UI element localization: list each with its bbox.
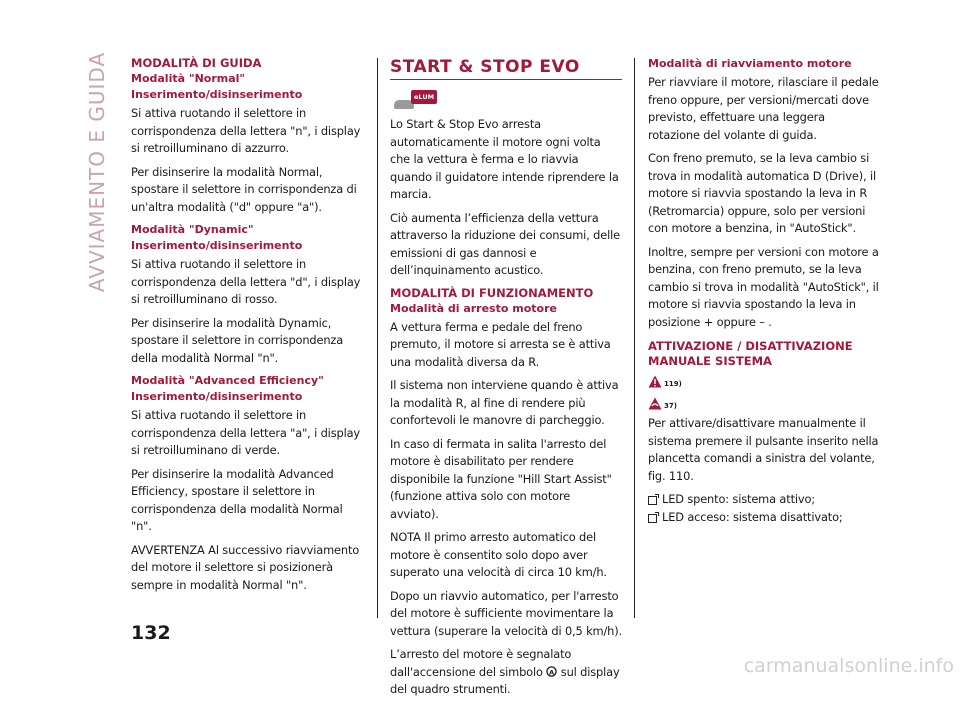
column-divider (634, 58, 635, 618)
title-rule (390, 79, 622, 80)
elum-badge (394, 90, 437, 110)
subheading-dynamic: Modalità "Dynamic" Inserimento/disinserimento (131, 223, 303, 252)
caution-triangle-icon (648, 397, 662, 410)
list-item: LED spento: sistema attivo; (648, 491, 880, 509)
subheading-normal: Modalità "Normal" Inserimento/disinserimento (131, 72, 303, 101)
paragraph: Per disinserire la modalità Advanced Efficiency, spostare il selettore in corrispondenza della modalità Normal "n". (131, 466, 343, 533)
start-stop-icon (546, 666, 557, 677)
page-number: 132 (131, 622, 171, 644)
column-3 (648, 56, 880, 526)
subheading-stop: Modalità di arresto motore (390, 301, 557, 315)
column-divider (377, 58, 378, 618)
paragraph-symbol: L’arresto del motore è segnalato dall'accensione del simbolo A sul display del quadro strumenti. (390, 647, 620, 696)
section-heading: MODALITÀ DI FUNZIONAMENTO (390, 285, 594, 300)
paragraph: Dopo un riavvio automatico, per l'arresto del motore è sufficiente movimentare la vettura (superare la velocità di 0,5 km/h). (390, 588, 623, 638)
list-item: LED acceso: sistema disattivato; (648, 509, 880, 527)
paragraph: Lo Start & Stop Evo arresta automaticamente il motore ogni volta che la vettura è ferma e lo riavvia quando il guidatore intende riprendere la marcia. (390, 117, 619, 201)
paragraph: Con freno premuto, se la leva cambio si trova in modalità automatica D (Drive), il motore si riavvia spostando la leva in R (Retromarcia) oppure, solo per versioni con motore a benzina, in "AutoStick". (648, 151, 877, 235)
note-paragraph: NOTA Il primo arresto automatico del motore è consentito solo dopo aver superato una velocità di circa 10 km/h. (390, 530, 607, 579)
section-heading: ATTIVAZIONE / DISATTIVAZIONE MANUALE SISTEMA (648, 339, 853, 368)
paragraph: In caso di fermata in salita l'arresto del motore è disabilitato per rendere disponibile la funzione "Hill Start Assist" (funzione attiva solo con motore avviato). (390, 436, 612, 521)
paragraph: Per attivare/disattivare manualmente il sistema premere il pulsante inserito nella plancetta comandi a sinistra del volante, fig. 110. (648, 416, 879, 483)
column-2 (390, 56, 622, 705)
paragraph: Si attiva ruotando il selettore in corrispondenza della lettera "d", i display si retroilluminano di rosso. (131, 257, 361, 306)
elum-tag: eLUM (411, 90, 437, 104)
paragraph: Il sistema non interviene quando è attiva la modalità R, al fine di rendere più confortevoli le manovre di parcheggio. (390, 378, 619, 427)
warning-reference: 119) (648, 371, 880, 391)
paragraph: Per riavviare il motore, rilasciare il pedale freno oppure, per versioni/mercati dove previsto, effettuare una leggera rotazione del volante di guida. (648, 75, 879, 142)
section-heading: MODALITÀ DI GUIDA (131, 56, 262, 70)
watermark: carmanualsonline.info (743, 655, 954, 677)
paragraph: A vettura ferma e pedale del freno premuto, il motore si arresta se è attiva una modalità diversa da R. (390, 319, 611, 369)
paragraph: Ciò aumenta l’efficienza della vettura attraverso la riduzione dei consumi, delle emissioni di gas dannosi e dell’inquinamento acustico. (390, 210, 620, 277)
paragraph: Per disinserire la modalità Dynamic, spostare il selettore in corrispondenza della modalità Normal "n". (131, 315, 344, 365)
subheading-advanced: Modalità "Advanced Efficiency" Inserimento/disinserimento (131, 374, 324, 403)
checkbox-bullet-icon (648, 514, 657, 523)
paragraph: Per disinserire la modalità Normal, spostare il selettore in corrispondenza di un'altra modalità ("d" oppure "a"). (131, 164, 357, 214)
warning-triangle-icon (648, 375, 662, 388)
svg-text:A: A (549, 667, 555, 676)
caution-reference: 37) (648, 393, 880, 413)
section-side-tab: AVVIAMENTO E GUIDA (85, 51, 109, 293)
page-title: START & STOP EVO (390, 57, 580, 77)
paragraph: Inoltre, sempre per versioni con motore a benzina, con freno premuto, se la leva cambio si trova in modalità "AutoStick", il motore si riavvia spostando la leva in posizione + oppure – . (648, 244, 879, 329)
paragraph: Si attiva ruotando il selettore in corrispondenza della lettera "a", i display si retroilluminano di verde. (131, 408, 360, 457)
column-1 (131, 56, 363, 600)
checkbox-bullet-icon (648, 496, 657, 505)
paragraph: Si attiva ruotando il selettore in corrispondenza della lettera "n", i display si retroilluminano di azzurro. (131, 106, 361, 155)
subheading-restart: Modalità di riavviamento motore (648, 57, 852, 70)
warning-note: AVVERTENZA Al successivo riavviamento del motore il selettore si posizionerà sempre in modalità Normal "n". (131, 542, 360, 592)
